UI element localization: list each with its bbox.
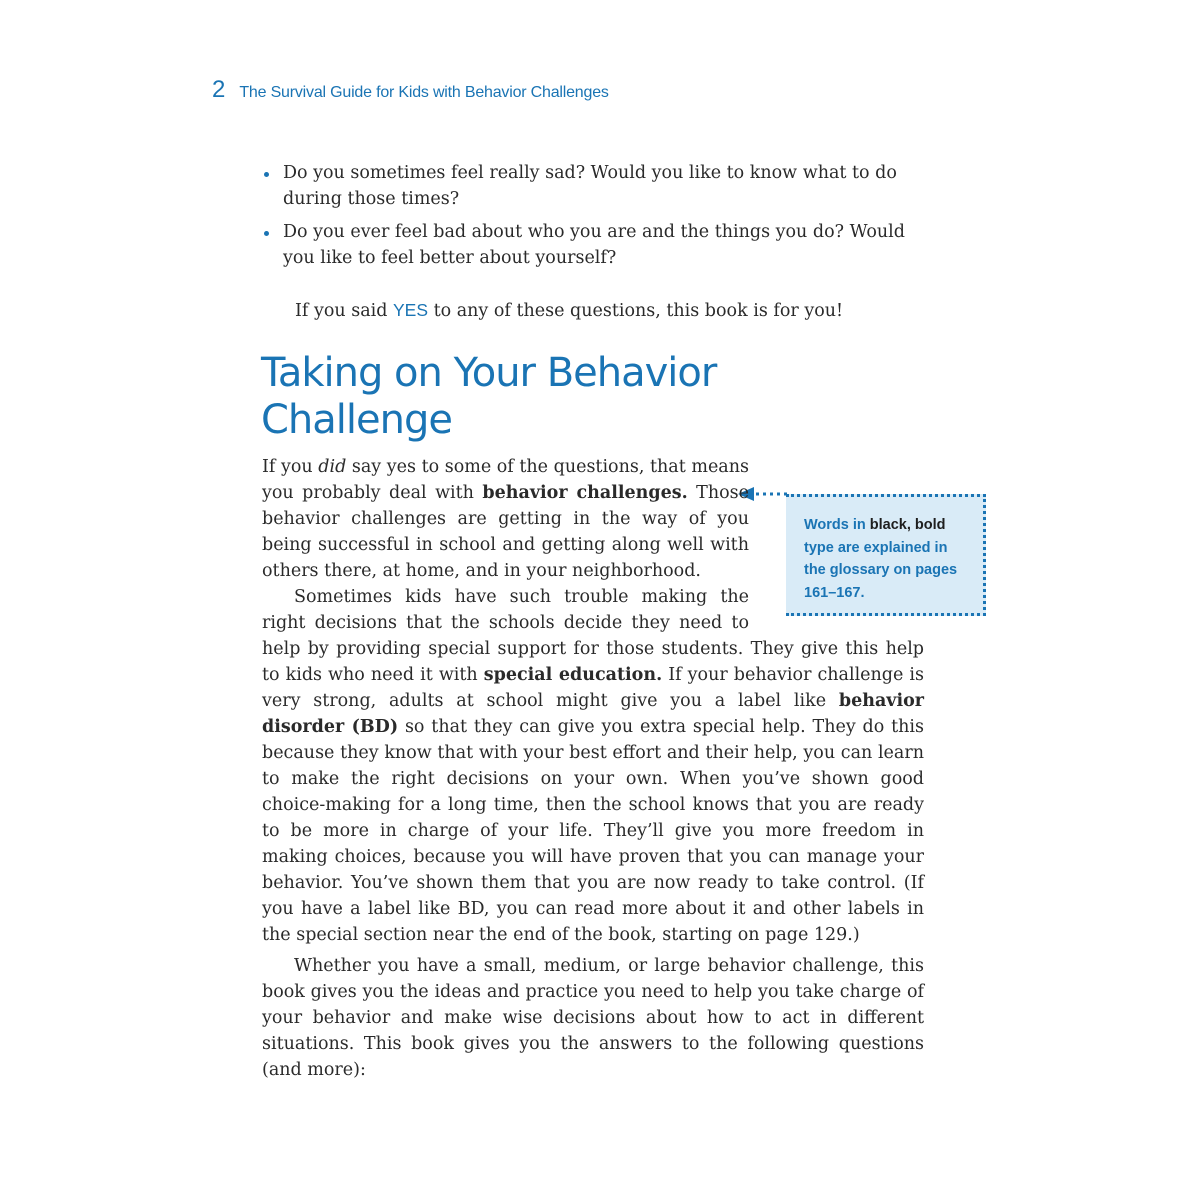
emphasis-did: did xyxy=(318,457,347,477)
yes-statement-end: to any of these questions, this book is for you! xyxy=(428,301,844,321)
bullet-item: Do you ever feel bad about who you are and the things you do? Would you like to feel better about yourself? xyxy=(262,219,932,271)
body-text xyxy=(262,454,924,1083)
paragraph-text: so that they can give you extra special help. They do this because they know that with your best effort and their help, you can learn to make the right decisions on your own. When you’ve shown good choice-making for a long time, then the school knows that you are ready to be more in charge of your life. They’ll give you more freedom in making choices, because you will have proven that you can manage your behavior. You’ve shown them that you are now ready to take control. (If you have a label like BD, you can read more about it and other labels in the special section near the end of the book, starting on page 129.) xyxy=(262,717,924,945)
callout-text-end: type are explained in the glossary on pages 161–167. xyxy=(804,539,958,601)
bullet-item: Do you sometimes feel really sad? Would you like to know what to do during those times? xyxy=(262,160,932,212)
paragraph-text: Sometimes kids have such trouble making the right decisions that the schools decide they need to help by providing special support for those students. They give this help to kids who need it with xyxy=(262,587,924,685)
paragraph-2 xyxy=(262,584,924,948)
paragraph-text: say yes to some of the questions, that means you probably deal with xyxy=(262,457,749,503)
yes-statement-start: If you said xyxy=(295,301,393,321)
question-bullet-list xyxy=(262,160,932,278)
glossary-term: behavior disorder (BD) xyxy=(262,691,924,737)
yes-statement xyxy=(295,297,843,324)
paragraph-text: If you xyxy=(262,457,319,477)
callout-black-text: black, bold xyxy=(869,517,946,533)
page-number: 2 xyxy=(212,76,226,103)
glossary-term: special education. xyxy=(483,665,663,685)
section-heading: Taking on Your Behavior Challenge xyxy=(261,350,717,443)
callout-text-start: Words in xyxy=(804,517,870,533)
paragraph-3: Whether you have a small, medium, or large behavior challenge, this book gives you the ideas and practice you need to help you take charge of your behavior and make wise decisions about how to act in different situations. This book gives you the answers to the following questions (and more): xyxy=(262,956,924,1080)
paragraph-text: Those behavior challenges are getting in the way of you being successful in school and getting along well with others there, at home, and in your neighborhood. xyxy=(262,483,749,581)
callout-wrap-space xyxy=(749,454,924,636)
glossary-term: behavior challenges. xyxy=(482,483,688,503)
running-header xyxy=(212,76,609,106)
yes-word: YES xyxy=(393,300,429,320)
paragraph-text: If your behavior challenge is very strong, adults at school might give you a label like xyxy=(262,665,924,711)
running-title: The Survival Guide for Kids with Behavior Challenges xyxy=(239,84,609,101)
